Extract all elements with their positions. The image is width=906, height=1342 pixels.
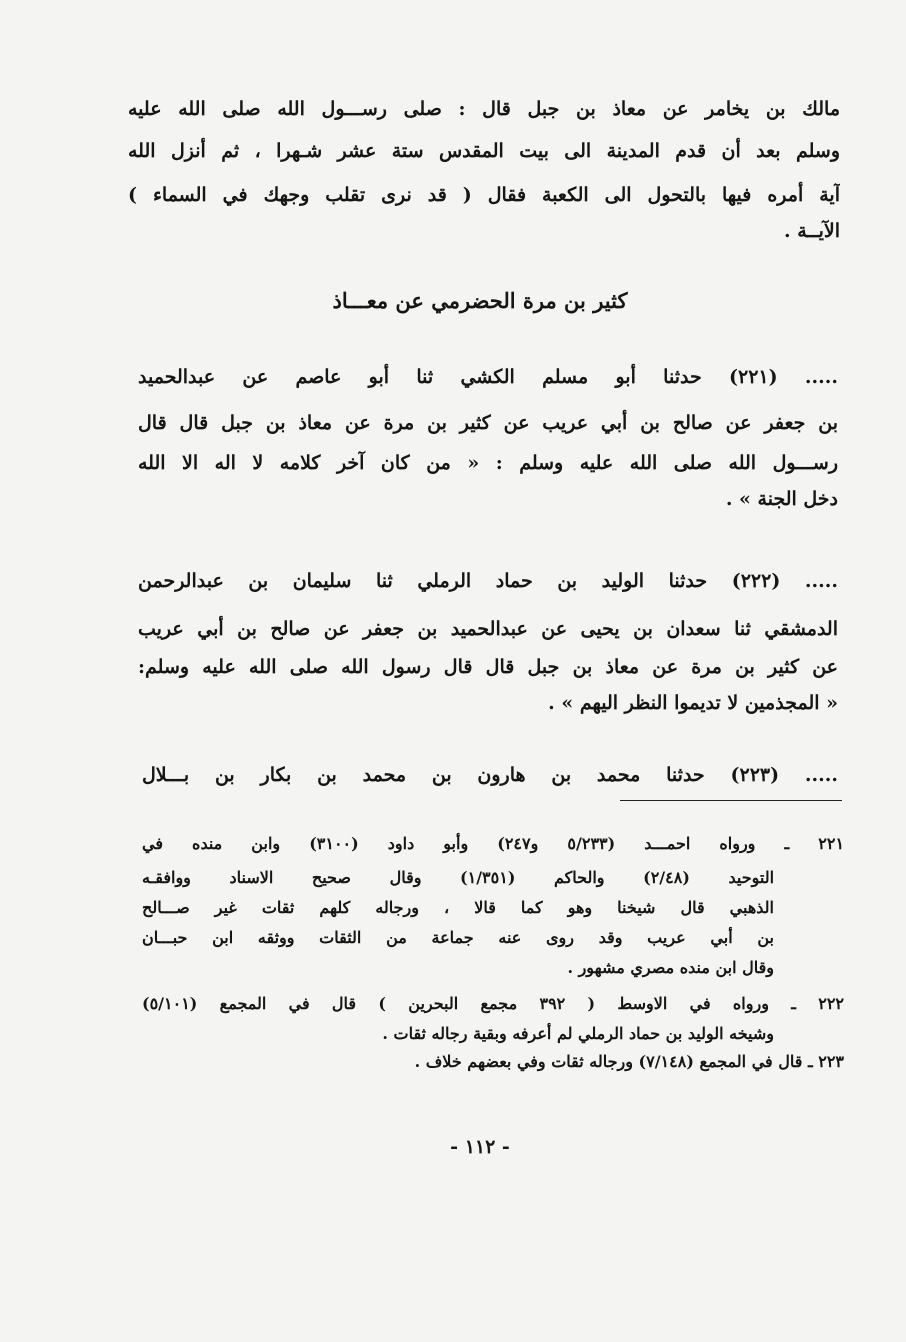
text-line: ..... (٢٢٢) حدثنا الوليد بن حماد الرملي ثنا سليمان بن عبدالرحمن <box>138 570 838 592</box>
footnote-line: ٢٢٢ ـ ورواه في الاوسط ( ٣٩٢ مجمع البحرين ) قال في المجمع (٥/١٠١) <box>142 994 844 1013</box>
text-line: عن كثير بن مرة عن معاذ بن جبل قال قال رسول الله صلى الله عليه وسلم: <box>138 656 838 678</box>
page-number: - ١١٢ - <box>450 1136 510 1158</box>
footnote-separator <box>620 800 842 801</box>
text-line: الدمشقي ثنا سعدان بن يحيى عن عبدالحميد بن جعفر عن صالح بن أبي عريب <box>138 618 838 640</box>
text-line: دخل الجنة » . <box>725 488 838 510</box>
section-heading: كثير بن مرة الحضرمي عن معـــاذ <box>332 288 628 313</box>
text-line: ..... (٢٢١) حدثنا أبو مسلم الكشي ثنا أبو عاصم عن عبدالحميد <box>138 366 838 388</box>
text-line: ..... (٢٢٣) حدثنا محمد بن هارون بن محمد بن بكار بن بـــلال <box>142 764 838 786</box>
footnote-line: بن أبي عريب وقد روى عنه جماعة من الثقات ووثقه ابن حبـــان <box>142 928 774 947</box>
footnote-line: وقال ابن منده مصري مشهور . <box>567 958 774 977</box>
footnote-line: الذهبي قال شيخنا وهو كما قالا ، ورجاله كلهم ثقات غير صـــالح <box>142 898 774 917</box>
text-line: رســـول الله صلى الله عليه وسلم : « من كان آخر كلامه لا اله الا الله <box>138 452 838 474</box>
footnote-line: التوحيد (٢/٤٨) والحاكم (١/٣٥١) وقال صحيح الاسناد ووافقـه <box>142 868 774 887</box>
text-line: الآيــة . <box>784 220 840 242</box>
text-line: بن جعفر عن صالح بن أبي عريب عن كثير بن مرة عن معاذ بن جبل قال قال <box>138 412 838 434</box>
footnote-line: ٢٢١ ـ ورواه احمـــد (٥/٢٣٣ و٢٤٧) وأبو داود (٣١٠٠) وابن منده في <box>142 834 844 853</box>
text-line: « المجذمين لا تديموا النظر اليهم » . <box>548 692 838 714</box>
text-line: مالك بن يخامر عن معاذ بن جبل قال : صلى رســـول الله صلى الله عليه <box>128 98 840 120</box>
text-line: وسلم بعد أن قدم المدينة الى بيت المقدس ستة عشر شـهرا ، ثم أنزل الله <box>128 140 840 162</box>
footnote-line: ٢٢٣ ـ قال في المجمع (٧/١٤٨) ورجاله ثقات وفي بعضهم خلاف . <box>414 1052 844 1071</box>
text-line: آية أمره فيها بالتحول الى الكعبة فقال ( قد نرى تقلب وجهك في السماء ) <box>128 184 840 206</box>
footnote-line: وشيخه الوليد بن حماد الرملي لم أعرفه وبقية رجاله ثقات . <box>382 1024 774 1043</box>
